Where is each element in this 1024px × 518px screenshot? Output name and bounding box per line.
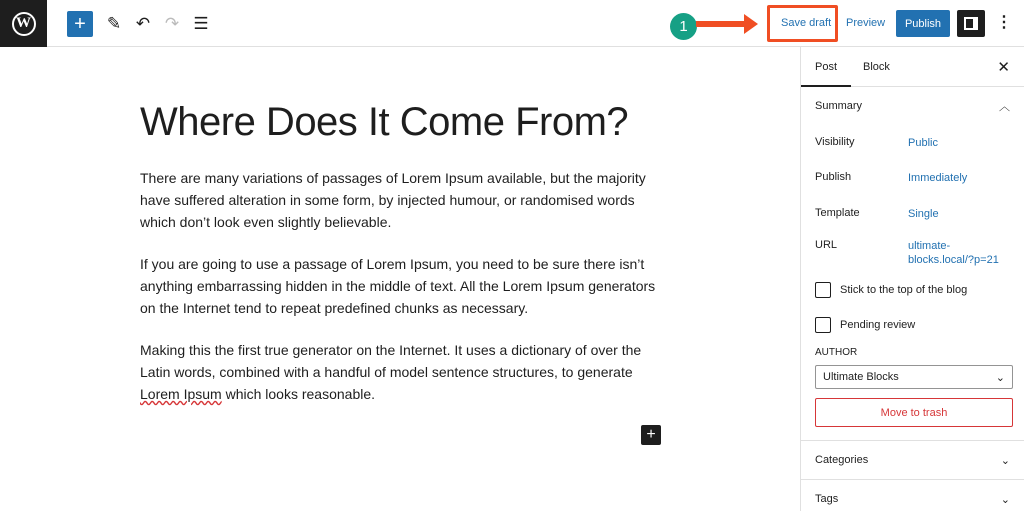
visibility-value[interactable]: Public — [908, 137, 938, 149]
redo-icon[interactable]: ↷ — [164, 14, 180, 33]
categories-panel[interactable] — [801, 440, 1024, 479]
url-value[interactable]: ultimate-blocks.local/?p=21 — [908, 240, 999, 266]
template-label: Template — [815, 207, 860, 219]
pending-review-checkbox[interactable] — [815, 317, 831, 333]
block-inserter-button[interactable]: + — [641, 425, 661, 445]
post-title[interactable]: Where Does It Come From? — [140, 100, 629, 144]
misspelled-text: Lorem Ipsum — [140, 386, 222, 402]
tab-post[interactable]: Post — [815, 61, 838, 73]
tools-pencil-icon[interactable]: ✎ — [106, 14, 122, 33]
close-icon[interactable]: ✕ — [997, 59, 1010, 76]
chevron-down-icon: ⌄ — [1000, 493, 1010, 506]
step-badge: 1 — [670, 13, 697, 40]
chevron-up-icon: ︿ — [999, 101, 1010, 113]
top-toolbar — [0, 0, 1024, 47]
author-select[interactable] — [815, 365, 1013, 389]
tags-panel[interactable] — [801, 479, 1024, 518]
template-value[interactable]: Single — [908, 208, 939, 220]
publish-button[interactable]: Publish — [896, 10, 950, 37]
publish-value[interactable]: Immediately — [908, 172, 968, 184]
annotation-arrowhead — [744, 14, 758, 34]
undo-icon[interactable]: ↶ — [135, 14, 151, 33]
paragraph-block[interactable] — [140, 339, 660, 405]
categories-title: Categories — [815, 454, 869, 466]
summary-title: Summary — [815, 100, 863, 112]
pending-review-label: Pending review — [840, 319, 916, 331]
settings-sidebar — [800, 47, 1024, 511]
author-label: AUTHOR — [815, 347, 858, 358]
tags-title: Tags — [815, 493, 839, 505]
preview-button[interactable]: Preview — [846, 17, 886, 29]
add-block-button[interactable]: + — [67, 11, 93, 37]
tab-block[interactable]: Block — [863, 61, 890, 73]
more-options-icon[interactable]: ⋮ — [996, 14, 1012, 31]
sidebar-icon — [964, 17, 978, 30]
paragraph-text: Making this the first true generator on the Internet. It uses a dictionary of over the Latin words, combined with a handful of model sentence structures, to generate — [140, 342, 642, 380]
move-to-trash-button[interactable]: Move to trash — [815, 398, 1013, 427]
publish-label: Publish — [815, 171, 852, 183]
paragraph-block[interactable]: If you are going to use a passage of Lorem Ipsum, you need to be sure there isn’t anything embarrassing hidden in the middle of text. All the Lorem Ipsum generators on the Internet tend to repeat predefined chunks as necessary. — [140, 256, 656, 316]
chevron-down-icon: ⌄ — [995, 372, 1005, 384]
paragraph-block[interactable]: There are many variations of passages of Lorem Ipsum available, but the majority have suffered alteration in some form, by injected humour, or randomised words which don’t look even slightly believable. — [140, 170, 646, 230]
save-draft-button[interactable]: Save draft — [781, 17, 832, 29]
visibility-label: Visibility — [815, 136, 855, 148]
author-value: Ultimate Blocks — [823, 371, 899, 383]
sticky-label: Stick to the top of the blog — [840, 284, 968, 296]
settings-toggle-button[interactable] — [957, 10, 985, 37]
list-view-icon[interactable]: ☰ — [193, 14, 209, 33]
paragraph-text: which looks reasonable. — [221, 386, 376, 402]
wordpress-logo-button[interactable] — [0, 0, 47, 47]
wordpress-icon: W — [12, 12, 36, 36]
url-label: URL — [815, 239, 838, 251]
summary-panel-header[interactable] — [801, 87, 1024, 125]
sticky-checkbox[interactable] — [815, 282, 831, 298]
editor-canvas — [140, 100, 660, 425]
chevron-down-icon: ⌄ — [1000, 454, 1010, 467]
annotation-arrow — [696, 21, 746, 27]
